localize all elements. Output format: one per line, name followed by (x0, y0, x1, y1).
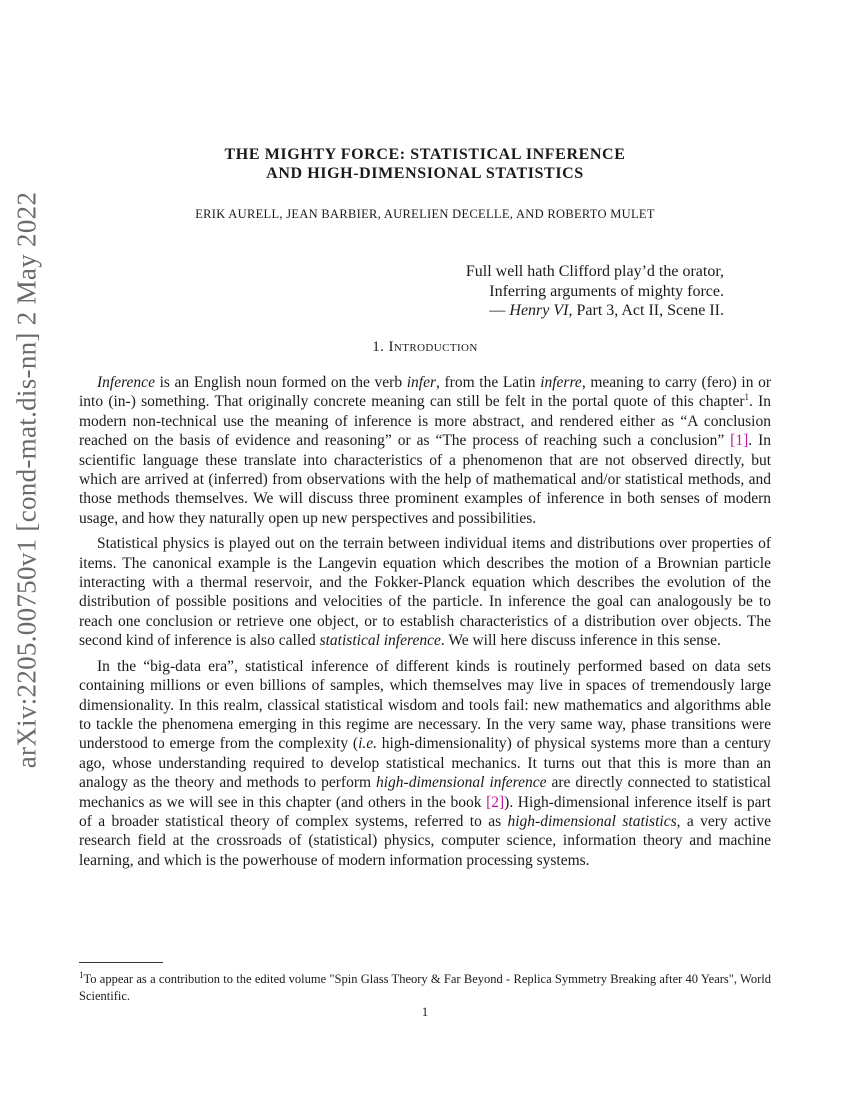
footnote-divider (79, 962, 163, 963)
title-line-2: AND HIGH-DIMENSIONAL STATISTICS (266, 165, 584, 182)
section-number: 1. (372, 339, 389, 355)
footnote-text: To appear as a contribution to the edited volume "Spin Glass Theory & Far Beyond - Replica Symmetry Breaking after 40 Years", World Scientific. (79, 972, 771, 1003)
text-span: . In scientific language these translate into characteristics of a phenomenon that are not observed directly, but which are arrived at (inferred) from observations with the help of mathematical and/or statistical methods, and those methods themselves. We will discuss three prominent examples of inference in both senses of modern usage, and how they naturally open up new perspectives and possibilities. (79, 432, 771, 527)
term-high-dimensional-statistics: high-dimensional statistics (507, 812, 677, 830)
arxiv-identifier: arXiv:2205.00750v1 [cond-mat.dis-nn] 2 May 2022 (11, 191, 42, 769)
term-infer: infer (406, 374, 436, 391)
paragraph (79, 657, 771, 870)
text-span: are directly connected to statistical mechanics as we will see in this chapter (and others in the book (79, 774, 771, 811)
epigraph (466, 262, 724, 321)
text-span: , meaning to carry (fero) in or into (in-) something. That originally concrete meaning can still be felt in the portal quote of this chapter (79, 374, 771, 411)
text-span: ). High-dimensional inference itself is part of a broader statistical theory of complex systems, referred to as (79, 793, 772, 830)
arxiv-sidebar (7, 191, 47, 769)
term-statistical-inference: statistical inference (319, 632, 441, 650)
text-span: . We will here discuss inference in this sense. (440, 632, 721, 650)
footnote-marker[interactable]: 1 (744, 392, 749, 403)
text-span: Statistical physics is played out on the terrain between individual items and distributions over properties of items. The canonical example is the Langevin equation which describes the motion of a Brownian particle interacting with a thermal reservoir, and the Fokker-Planck equation which describes the evolution of the distribution of possible positions and velocities of the particle. In inference the goal can analogously be to reach one conclusion or retrieve one object, or to establish characteristics of a distribution over objects. The second kind of inference is also called (79, 535, 771, 650)
text-span: In the “big-data era”, statistical inference of different kinds is routinely performed based on data sets containing millions or even billions of samples, which themselves may live in spaces of tremendously large dimensionality. In this realm, classical statistical wisdom and tools fail: new mathematics and algorithms able to tackle the phenomena emerging in this regime are necessary. In the very same way, phase transitions were understood to emerge from the complexity ( (79, 657, 771, 753)
paragraph (79, 373, 771, 528)
epigraph-attribution (466, 301, 724, 321)
author-list: ERIK AURELL, JEAN BARBIER, AURELIEN DECELLE, AND ROBERTO MULET (195, 207, 655, 221)
text-span: , a very active research field at the crossroads of (statistical) physics, computer science, information theory and machine learning, and which is the powerhouse of modern information processing systems. (79, 812, 772, 869)
text-span: , from the Latin (436, 374, 541, 391)
term-inference: Inference (97, 374, 155, 391)
section-heading (0, 339, 850, 356)
section-title: Introduction (388, 339, 478, 355)
epigraph-dash: — (489, 302, 510, 319)
body-text (79, 373, 771, 876)
citation-link[interactable]: [2] (486, 793, 505, 811)
text-span: . In modern non-technical use the meaning of inference is more abstract, and rendered either as “A conclusion reached on the basis of evidence and reasoning” or as “The process of reaching such a conclusion” (79, 393, 771, 450)
footnote-number: 1 (79, 969, 84, 980)
term-inferre: inferre (540, 374, 582, 391)
text-span: high-dimensionality) of physical systems more than a century ago, whose understanding required to develop statistical mechanics. It turns out that this is more than an analogy as the theory and methods to perform (79, 735, 771, 792)
epigraph-line-1: Full well hath Clifford play’d the orator, (465, 263, 724, 280)
epigraph-source-detail: , Part 3, Act II, Scene II. (568, 302, 724, 319)
term-high-dimensional-inference: high-dimensional inference (376, 774, 547, 792)
paper-title (150, 145, 700, 183)
citation-link[interactable]: [1] (730, 432, 749, 450)
title-line-1: THE MIGHTY FORCE: STATISTICAL INFERENCE (224, 146, 626, 163)
footnote (79, 971, 771, 1005)
term-ie: i.e. (358, 735, 377, 753)
epigraph-line-2: Inferring arguments of mighty force. (489, 282, 724, 300)
paragraph (79, 534, 771, 650)
text-span: is an English noun formed on the verb (154, 374, 407, 391)
epigraph-work-title: Henry VI (509, 302, 569, 319)
page-number: 1 (421, 1005, 429, 1019)
